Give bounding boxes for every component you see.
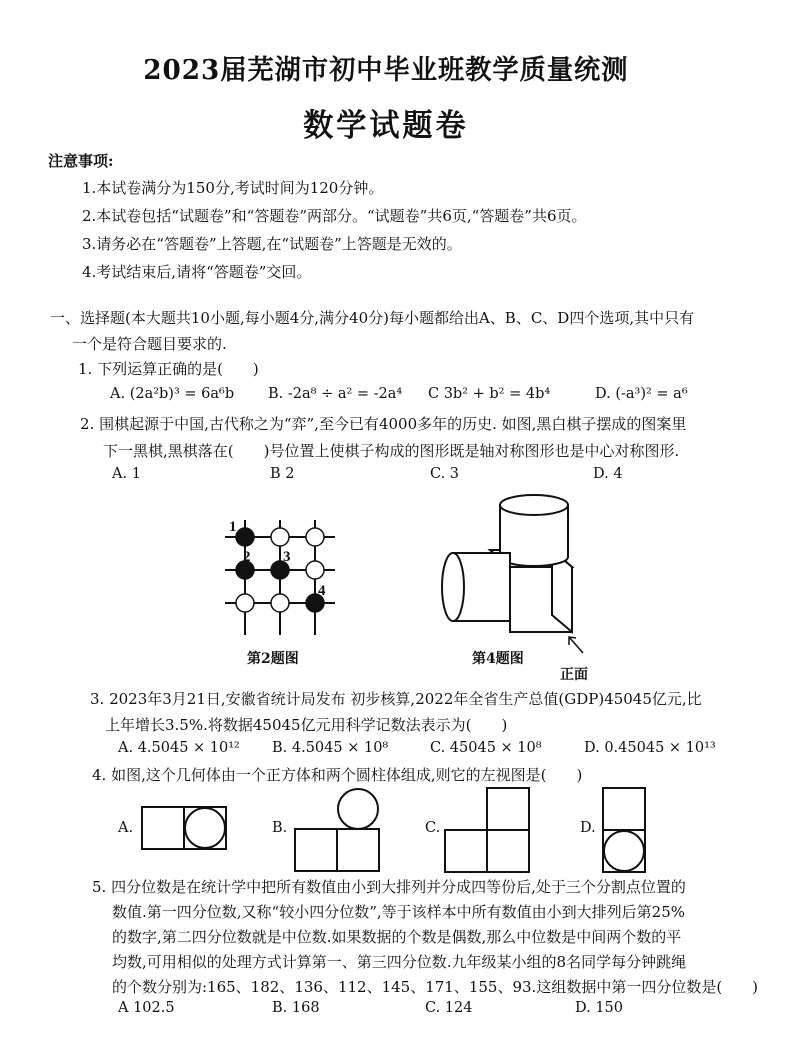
note-item: 1.本试卷满分为150分,考试时间为120分钟。	[82, 179, 384, 197]
board-label-1: 1	[229, 519, 237, 535]
page-title: 2023届芜湖市初中毕业班教学质量统测	[143, 55, 629, 86]
fig2-caption: 第2题图	[247, 651, 299, 667]
note-item: 2.本试卷包括“试题卷”和“答题卷”两部分。“试题卷”共6页,“答题卷”共6页。	[82, 207, 587, 225]
board-label-2: 2	[243, 549, 251, 565]
white-stone	[306, 528, 324, 546]
question-3-line2: 上年增长3.5%.将数据45045亿元用科学记数法表示为( )	[105, 716, 508, 734]
q1-option-c: C 3b² + b² = 4b⁴	[428, 386, 551, 402]
white-stone	[236, 594, 254, 612]
q4-option-a: A.	[118, 820, 134, 836]
q3-option-d: D. 0.45045 × 10¹³	[584, 740, 716, 756]
front-label: 正面	[560, 667, 588, 683]
q3-option-c: C. 45045 × 10⁸	[430, 740, 542, 756]
q2-option-a: A. 1	[112, 466, 141, 482]
q3-option-a: A. 4.5045 × 10¹²	[118, 740, 240, 756]
q2-option-c: C. 3	[430, 466, 460, 482]
white-stone	[271, 594, 289, 612]
question-5-line1: 5. 四分位数是在统计学中把所有数值由小到大排列并分成四等份后,处于三个分割点位置的	[92, 878, 686, 896]
board-label-3: 3	[283, 549, 291, 565]
q5-option-b: B. 168	[272, 1000, 320, 1016]
white-stone	[271, 528, 289, 546]
question-4-stem: 4. 如图,这个几何体由一个正方体和两个圆柱体组成,则它的左视图是( )	[92, 766, 583, 784]
q4-view-a	[142, 807, 232, 852]
q1-option-d: D. (-a³)² = a⁶	[595, 386, 688, 402]
note-item: 4.考试结束后,请将“答题卷”交回。	[82, 263, 312, 281]
white-stone	[306, 561, 324, 579]
q5-option-a: A 102.5	[118, 1000, 175, 1016]
go-board-figure	[225, 515, 335, 635]
q4-option-c: C.	[425, 820, 441, 836]
question-5-line2: 数值.第一四分位数,又称“较小四分位数”,等于该样本中所有数值由小到大排列后第25%	[112, 903, 685, 921]
q4-option-b: B.	[272, 820, 288, 836]
fig4-caption: 第4题图	[472, 651, 524, 667]
q4-view-d	[603, 788, 648, 878]
q2-option-b: B 2	[270, 466, 295, 482]
board-label-4: 4	[318, 583, 326, 599]
q1-option-a: A. (2a²b)³ = 6a⁶b	[110, 386, 235, 402]
q4-view-c	[445, 788, 535, 878]
section-heading: 一、选择题(本大题共10小题,每小题4分,满分40分)每小题都给出A、B、C、D四个选项,其中只有	[50, 309, 695, 327]
black-stone	[236, 528, 254, 546]
question-5-line5: 的个数分别为:165、182、136、112、145、171、155、93.这组数据中第一四分位数是( )	[112, 978, 759, 996]
note-item: 3.请务必在“答题卷”上答题,在“试题卷”上答题是无效的。	[82, 235, 462, 253]
q2-option-d: D. 4	[593, 466, 623, 482]
q4-option-d: D.	[580, 820, 596, 836]
question-2-line1: 2. 围棋起源于中国,古代称之为“弈”,至今已有4000多年的历史. 如图,黑白棋子摆成的图案里	[80, 415, 687, 433]
q5-option-d: D. 150	[575, 1000, 624, 1016]
question-5-line3: 的数字,第二四分位数就是中位数.如果数据的个数是偶数,那么中位数是中间两个数的平	[112, 928, 682, 946]
q1-option-b: B. -2a⁸ ÷ a² = -2a⁴	[268, 386, 403, 402]
section-heading-cont: 一个是符合题目要求的.	[72, 335, 227, 353]
q3-option-b: B. 4.5045 × 10⁸	[272, 740, 389, 756]
question-1-stem: 1. 下列运算正确的是( )	[78, 360, 259, 378]
question-3-line1: 3. 2023年3月21日,安徽省统计局发布 初步核算,2022年全省生产总值(GDP)45045亿元,比	[90, 690, 702, 708]
solid-figure	[435, 485, 585, 660]
page-subtitle: 数学试题卷	[303, 108, 469, 144]
notes-heading: 注意事项:	[48, 152, 114, 170]
q4-view-b	[295, 788, 385, 878]
question-2-line2: 下一黑棋,黑棋落在( )号位置上使棋子构成的图形既是轴对称图形也是中心对称图形.	[103, 442, 680, 460]
q5-option-c: C. 124	[425, 1000, 473, 1016]
question-5-line4: 均数,可用相似的处理方式计算第一、第三四分位数.九年级某小组的8名同学每分钟跳绳	[112, 953, 687, 971]
